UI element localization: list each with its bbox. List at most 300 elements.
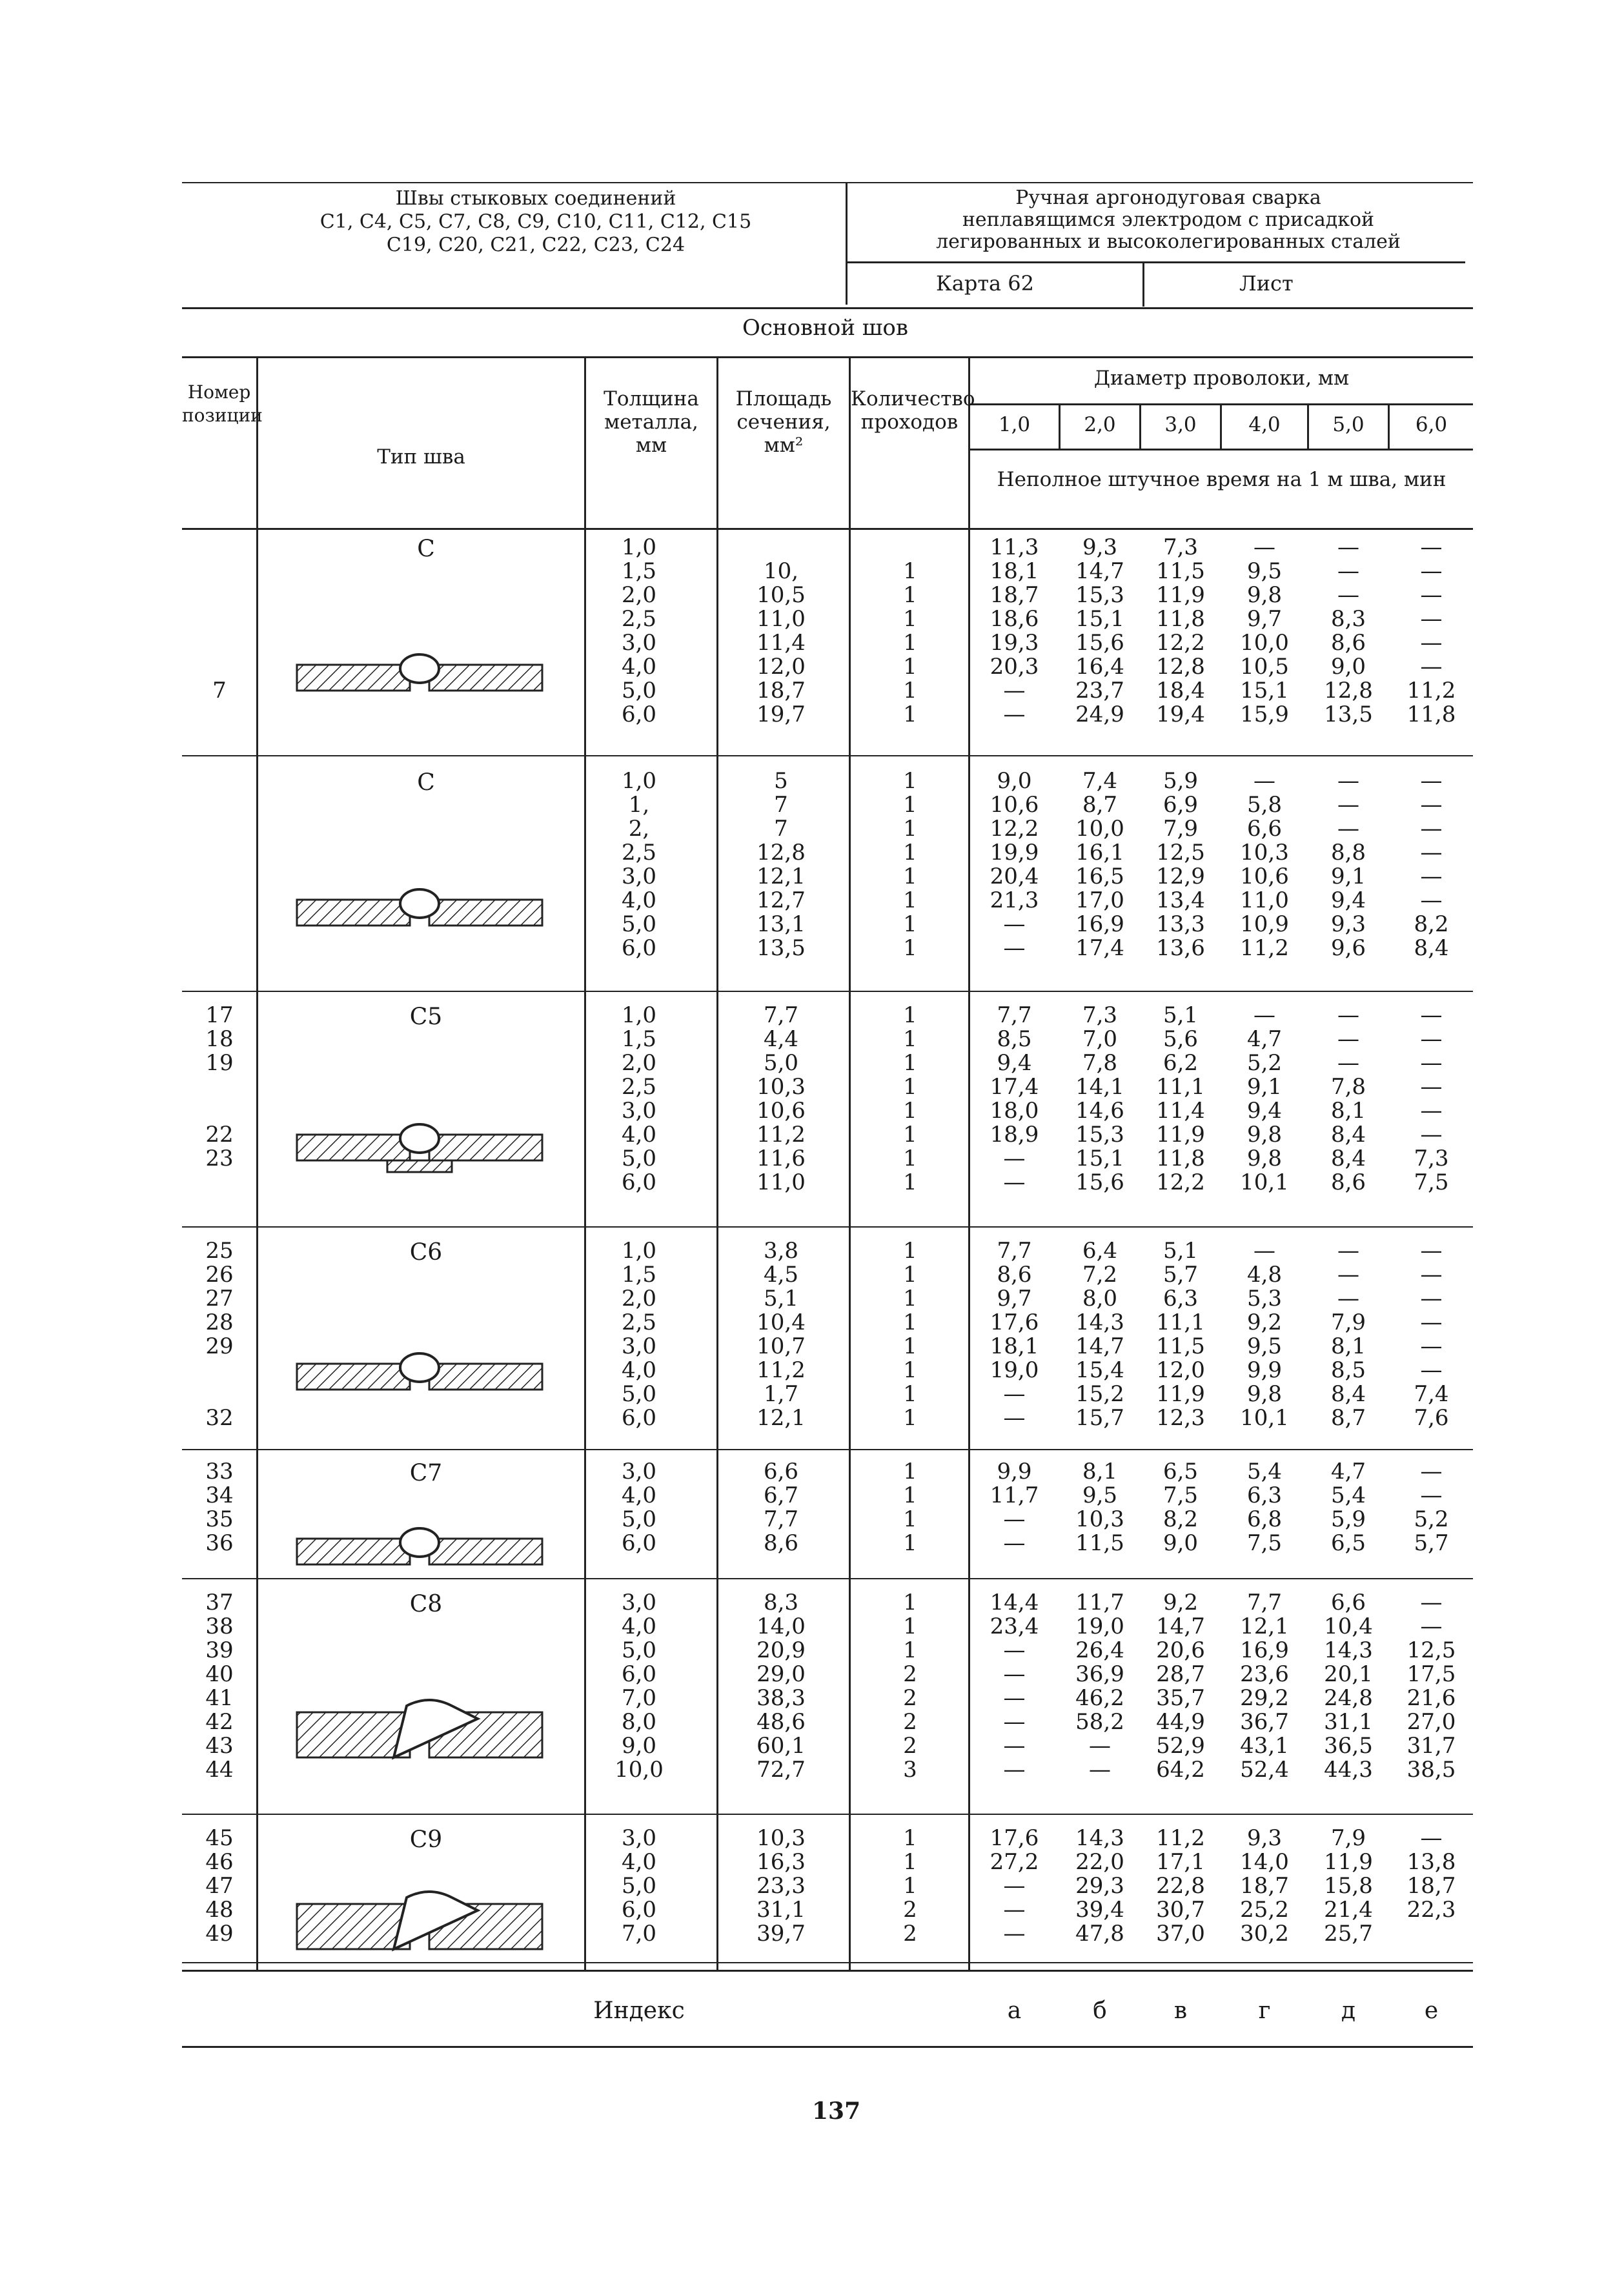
cell-area: 11,2 bbox=[756, 1357, 806, 1383]
cell-e: 9,6 bbox=[1330, 935, 1366, 961]
cell-f: 31,7 bbox=[1406, 1733, 1456, 1759]
cell-f: — bbox=[1420, 606, 1443, 632]
cell-c: 6,2 bbox=[1162, 1050, 1199, 1076]
cell-a: 21,3 bbox=[990, 887, 1039, 913]
cell-area: 23,3 bbox=[756, 1873, 806, 1899]
cell-thick: 3,0 bbox=[621, 864, 657, 889]
cell-thick: 4,0 bbox=[621, 654, 657, 680]
cell-e: — bbox=[1337, 1026, 1359, 1052]
cell-pos: 17 bbox=[205, 1002, 234, 1028]
cell-area: 72,7 bbox=[756, 1757, 806, 1783]
cell-a: 8,5 bbox=[997, 1026, 1032, 1052]
cell-a: 19,9 bbox=[990, 840, 1039, 865]
plate-left bbox=[297, 1364, 410, 1390]
cell-b: — bbox=[1089, 1733, 1111, 1759]
cell-passes: 1 bbox=[903, 1506, 917, 1532]
cell-c: 8,2 bbox=[1162, 1506, 1199, 1532]
header-right-title-3: легированных и высоколегированных сталей bbox=[936, 230, 1401, 253]
cell-c: 6,5 bbox=[1162, 1459, 1199, 1484]
cell-c: 11,9 bbox=[1156, 582, 1205, 608]
cell-passes: 1 bbox=[903, 1873, 917, 1899]
cell-passes: 2 bbox=[903, 1733, 917, 1759]
hdr-diameter: Диаметр проволоки, мм bbox=[1093, 367, 1350, 390]
cell-thick: 5,0 bbox=[621, 1506, 657, 1532]
cell-c: 5,1 bbox=[1162, 1238, 1199, 1264]
cell-d: 9,7 bbox=[1246, 606, 1283, 632]
cell-d: 43,1 bbox=[1240, 1733, 1289, 1759]
cell-passes: 1 bbox=[903, 1483, 917, 1508]
cell-f: — bbox=[1420, 534, 1443, 560]
cell-f: — bbox=[1420, 654, 1443, 680]
cell-thick: 7,0 bbox=[621, 1685, 657, 1711]
cell-d: 7,7 bbox=[1246, 1590, 1283, 1615]
cell-c: 11,5 bbox=[1156, 558, 1205, 584]
cell-thick: 4,0 bbox=[621, 887, 657, 913]
plate-right bbox=[429, 1364, 542, 1390]
cell-d: 9,8 bbox=[1246, 1122, 1283, 1148]
weld-bead bbox=[400, 1528, 439, 1557]
header-right bbox=[878, 187, 1459, 253]
cell-area: 18,7 bbox=[756, 678, 806, 703]
seam-diagram bbox=[284, 867, 555, 958]
cell-thick: 6,0 bbox=[621, 1897, 657, 1923]
cell-passes: 1 bbox=[903, 1002, 917, 1028]
plate-left bbox=[297, 1904, 410, 1949]
cell-f: 27,0 bbox=[1406, 1709, 1456, 1735]
cell-thick: 2,0 bbox=[621, 1286, 657, 1311]
cell-passes: 1 bbox=[903, 1614, 917, 1639]
cell-d: 10,0 bbox=[1240, 630, 1289, 656]
cell-area: 10,4 bbox=[756, 1310, 806, 1335]
cell-e: — bbox=[1337, 1050, 1359, 1076]
cell-a: 18,1 bbox=[990, 558, 1039, 584]
cell-a: 7,7 bbox=[997, 1238, 1032, 1264]
header-top-rule bbox=[182, 182, 1473, 183]
cell-c: 17,1 bbox=[1156, 1849, 1205, 1875]
cell-c: 12,3 bbox=[1156, 1405, 1205, 1431]
cell-passes: 1 bbox=[903, 1098, 917, 1124]
cell-pos: 41 bbox=[205, 1685, 234, 1711]
cell-passes: 1 bbox=[903, 1459, 917, 1484]
cell-area: 48,6 bbox=[756, 1709, 806, 1735]
group-separator bbox=[182, 1449, 1473, 1450]
cell-d: 7,5 bbox=[1246, 1530, 1283, 1556]
cell-b: 15,6 bbox=[1075, 1169, 1124, 1195]
cell-thick: 6,0 bbox=[621, 1169, 657, 1195]
cell-thick: 1,0 bbox=[621, 534, 657, 560]
cell-b: 36,9 bbox=[1075, 1661, 1124, 1687]
cell-area: 11,0 bbox=[756, 606, 806, 632]
cell-b: 24,9 bbox=[1075, 702, 1124, 727]
cell-a: 18,0 bbox=[990, 1098, 1039, 1124]
cell-b: 14,7 bbox=[1075, 558, 1124, 584]
cell-b: — bbox=[1089, 1757, 1111, 1783]
cell-area: 13,1 bbox=[756, 911, 806, 937]
cell-area: 16,3 bbox=[756, 1849, 806, 1875]
cell-c: 6,3 bbox=[1162, 1286, 1199, 1311]
cell-thick: 5,0 bbox=[621, 1873, 657, 1899]
seam-label: С7 bbox=[409, 1460, 443, 1486]
cell-c: 11,9 bbox=[1156, 1381, 1205, 1407]
cell-b: 16,5 bbox=[1075, 864, 1124, 889]
cell-passes: 1 bbox=[903, 678, 917, 703]
cell-d: — bbox=[1254, 1238, 1275, 1264]
cell-area: 12,7 bbox=[756, 887, 806, 913]
cell-a: — bbox=[1003, 1897, 1026, 1923]
cell-passes: 3 bbox=[903, 1757, 917, 1783]
cell-passes: 1 bbox=[903, 1637, 917, 1663]
cell-thick: 6,0 bbox=[621, 1405, 657, 1431]
cell-b: 15,1 bbox=[1075, 1146, 1124, 1171]
cell-c: 11,8 bbox=[1156, 1146, 1205, 1171]
plate-right bbox=[429, 1135, 542, 1160]
cell-pos: 39 bbox=[205, 1637, 234, 1663]
cell-d: 5,8 bbox=[1246, 792, 1283, 818]
plate-left bbox=[297, 900, 410, 926]
cell-f: — bbox=[1420, 1614, 1443, 1639]
cell-f: — bbox=[1420, 840, 1443, 865]
cell-area: 10,7 bbox=[756, 1333, 806, 1359]
cell-a: — bbox=[1003, 1146, 1026, 1171]
col-line-1 bbox=[256, 356, 258, 1970]
cell-c: 20,6 bbox=[1156, 1637, 1205, 1663]
cell-thick: 2,0 bbox=[621, 1050, 657, 1076]
cell-area: 11,4 bbox=[756, 630, 806, 656]
index-letter: в bbox=[1173, 1998, 1188, 2024]
cell-d: 9,4 bbox=[1246, 1098, 1283, 1124]
hdr-position: Номер позиции bbox=[182, 381, 263, 426]
cell-b: 23,7 bbox=[1075, 678, 1124, 703]
cell-e: 12,8 bbox=[1324, 678, 1373, 703]
cell-thick: 1,0 bbox=[621, 768, 657, 794]
cell-pos: 25 bbox=[205, 1238, 234, 1264]
group-separator bbox=[182, 1578, 1473, 1579]
cell-e: 8,6 bbox=[1330, 1169, 1366, 1195]
cell-b: 15,4 bbox=[1075, 1357, 1124, 1383]
group-separator bbox=[182, 1962, 1473, 1963]
cell-f: — bbox=[1420, 1002, 1443, 1028]
cell-c: 11,1 bbox=[1156, 1074, 1205, 1100]
index-letter: б bbox=[1093, 1998, 1107, 2024]
cell-a: 19,3 bbox=[990, 630, 1039, 656]
cell-e: 20,1 bbox=[1324, 1661, 1373, 1687]
cell-b: 7,4 bbox=[1082, 768, 1118, 794]
cell-a: — bbox=[1003, 1757, 1026, 1783]
cell-a: 18,1 bbox=[990, 1333, 1039, 1359]
cell-d: 10,3 bbox=[1240, 840, 1289, 865]
cell-e: 24,8 bbox=[1324, 1685, 1373, 1711]
header-divider bbox=[846, 182, 848, 305]
cell-b: 15,7 bbox=[1075, 1405, 1124, 1431]
cell-a: 8,6 bbox=[997, 1262, 1032, 1288]
cell-thick: 1,5 bbox=[621, 1262, 657, 1288]
cell-d: — bbox=[1254, 768, 1275, 794]
cell-passes: 1 bbox=[903, 1050, 917, 1076]
cell-e: 8,4 bbox=[1330, 1146, 1366, 1171]
backing-strip bbox=[387, 1160, 452, 1172]
cell-a: — bbox=[1003, 1530, 1026, 1556]
cell-f: — bbox=[1420, 1026, 1443, 1052]
cell-c: 18,4 bbox=[1156, 678, 1205, 703]
cell-passes: 1 bbox=[903, 887, 917, 913]
cell-thick: 3,0 bbox=[621, 1459, 657, 1484]
cell-b: 8,1 bbox=[1082, 1459, 1118, 1484]
cell-a: 23,4 bbox=[990, 1614, 1039, 1639]
cell-passes: 1 bbox=[903, 864, 917, 889]
cell-f: 11,2 bbox=[1406, 678, 1456, 703]
cell-d: 9,5 bbox=[1246, 558, 1283, 584]
cell-passes: 1 bbox=[903, 630, 917, 656]
cell-e: 7,8 bbox=[1330, 1074, 1366, 1100]
cell-e: 8,4 bbox=[1330, 1381, 1366, 1407]
cell-e: — bbox=[1337, 1238, 1359, 1264]
cell-c: 12,2 bbox=[1156, 1169, 1205, 1195]
cell-pos: 49 bbox=[205, 1921, 234, 1947]
cell-thick: 1, bbox=[628, 792, 650, 818]
cell-c: 52,9 bbox=[1156, 1733, 1205, 1759]
cell-thick: 6,0 bbox=[621, 1530, 657, 1556]
cell-pos: 36 bbox=[205, 1530, 234, 1556]
cell-c: 5,7 bbox=[1162, 1262, 1199, 1288]
cell-area: 38,3 bbox=[756, 1685, 806, 1711]
cell-d: 9,9 bbox=[1246, 1357, 1283, 1383]
cell-a: — bbox=[1003, 911, 1026, 937]
hdr-time: Неполное штучное время на 1 м шва, мин bbox=[997, 468, 1446, 491]
seam-diagram bbox=[284, 1506, 555, 1597]
cell-passes: 1 bbox=[903, 1074, 917, 1100]
cell-a: 9,7 bbox=[997, 1286, 1032, 1311]
cell-thick: 1,5 bbox=[621, 1026, 657, 1052]
cell-e: 8,6 bbox=[1330, 630, 1366, 656]
cell-a: — bbox=[1003, 1685, 1026, 1711]
cell-c: 7,9 bbox=[1162, 816, 1199, 842]
cell-thick: 1,0 bbox=[621, 1238, 657, 1264]
cell-f: — bbox=[1420, 864, 1443, 889]
diameter-value: 5,0 bbox=[1332, 413, 1365, 436]
cell-area: 10, bbox=[763, 558, 799, 584]
cell-f: — bbox=[1420, 1483, 1443, 1508]
cell-pos: 18 bbox=[205, 1026, 234, 1052]
cell-a: 7,7 bbox=[997, 1002, 1032, 1028]
cell-b: 7,2 bbox=[1082, 1262, 1118, 1288]
hdr-thickness: Толщина металла, мм bbox=[604, 387, 699, 457]
cell-b: 7,8 bbox=[1082, 1050, 1118, 1076]
diam-values-rule bbox=[968, 449, 1473, 450]
cell-pos: 7 bbox=[212, 678, 227, 703]
cell-f: — bbox=[1420, 768, 1443, 794]
cell-b: 7,3 bbox=[1082, 1002, 1118, 1028]
cell-a: 9,9 bbox=[997, 1459, 1032, 1484]
cell-passes: 1 bbox=[903, 1590, 917, 1615]
cell-area: 60,1 bbox=[756, 1733, 806, 1759]
cell-e: — bbox=[1337, 792, 1359, 818]
cell-a: — bbox=[1003, 935, 1026, 961]
index-top-rule bbox=[182, 1970, 1473, 1972]
cell-thick: 9,0 bbox=[621, 1733, 657, 1759]
cell-thick: 7,0 bbox=[621, 1921, 657, 1947]
cell-e: 8,1 bbox=[1330, 1333, 1366, 1359]
cell-b: 14,3 bbox=[1075, 1310, 1124, 1335]
cell-a: 17,6 bbox=[990, 1310, 1039, 1335]
cell-area: 31,1 bbox=[756, 1897, 806, 1923]
diameter-value: 6,0 bbox=[1415, 413, 1448, 436]
cell-e: — bbox=[1337, 582, 1359, 608]
cell-pos: 23 bbox=[205, 1146, 234, 1171]
cell-area: 14,0 bbox=[756, 1614, 806, 1639]
cell-e: 14,3 bbox=[1324, 1637, 1373, 1663]
cell-a: 20,4 bbox=[990, 864, 1039, 889]
cell-c: 7,5 bbox=[1162, 1483, 1199, 1508]
cell-area: 7 bbox=[774, 816, 788, 842]
weld-bead bbox=[400, 654, 439, 683]
cell-b: 46,2 bbox=[1075, 1685, 1124, 1711]
header-card-rule bbox=[846, 261, 1465, 263]
cell-area: 4,5 bbox=[763, 1262, 799, 1288]
cell-passes: 1 bbox=[903, 1262, 917, 1288]
cell-passes: 2 bbox=[903, 1897, 917, 1923]
diameter-value: 4,0 bbox=[1248, 413, 1281, 436]
cell-b: 11,5 bbox=[1075, 1530, 1124, 1556]
cell-passes: 1 bbox=[903, 935, 917, 961]
cell-area: 13,5 bbox=[756, 935, 806, 961]
cell-thick: 5,0 bbox=[621, 911, 657, 937]
cell-d: 10,9 bbox=[1240, 911, 1289, 937]
cell-e: 21,4 bbox=[1324, 1897, 1373, 1923]
cell-thick: 3,0 bbox=[621, 1825, 657, 1851]
cell-e: 44,3 bbox=[1324, 1757, 1373, 1783]
cell-a: — bbox=[1003, 678, 1026, 703]
header-right-title-1: Ручная аргонодуговая сварка bbox=[1015, 187, 1321, 209]
cell-b: 26,4 bbox=[1075, 1637, 1124, 1663]
cell-thick: 1,5 bbox=[621, 558, 657, 584]
index-letter: е bbox=[1424, 1998, 1439, 2024]
cell-f: 38,5 bbox=[1406, 1757, 1456, 1783]
cell-passes: 2 bbox=[903, 1661, 917, 1687]
cell-d: 10,1 bbox=[1240, 1169, 1289, 1195]
cell-e: 6,5 bbox=[1330, 1530, 1366, 1556]
cell-f: — bbox=[1420, 1333, 1443, 1359]
cell-e: 36,5 bbox=[1324, 1733, 1373, 1759]
cell-b: 17,4 bbox=[1075, 935, 1124, 961]
cell-f: 5,7 bbox=[1414, 1530, 1449, 1556]
cell-pos: 28 bbox=[205, 1310, 234, 1335]
cell-thick: 3,0 bbox=[621, 630, 657, 656]
cell-b: 14,1 bbox=[1075, 1074, 1124, 1100]
cell-c: 11,9 bbox=[1156, 1122, 1205, 1148]
cell-thick: 2,5 bbox=[621, 1074, 657, 1100]
cell-pos: 38 bbox=[205, 1614, 234, 1639]
card-label: Карта 62 bbox=[936, 271, 1034, 296]
cell-a: — bbox=[1003, 1405, 1026, 1431]
cell-d: 30,2 bbox=[1240, 1921, 1289, 1947]
cell-a: 14,4 bbox=[990, 1590, 1039, 1615]
cell-c: 12,8 bbox=[1156, 654, 1205, 680]
cell-thick: 8,0 bbox=[621, 1709, 657, 1735]
cell-thick: 6,0 bbox=[621, 935, 657, 961]
cell-pos: 46 bbox=[205, 1849, 234, 1875]
cell-area: 11,2 bbox=[756, 1122, 806, 1148]
hdr-seam-type: Тип шва bbox=[377, 445, 465, 469]
cell-area: 20,9 bbox=[756, 1637, 806, 1663]
cell-c: 11,8 bbox=[1156, 606, 1205, 632]
cell-area: 1,7 bbox=[763, 1381, 799, 1407]
plate-right bbox=[429, 900, 542, 926]
cell-f: — bbox=[1420, 1357, 1443, 1383]
cell-f: — bbox=[1420, 816, 1443, 842]
cell-c: 5,1 bbox=[1162, 1002, 1199, 1028]
cell-e: 8,5 bbox=[1330, 1357, 1366, 1383]
cell-a: 17,6 bbox=[990, 1825, 1039, 1851]
cell-c: 5,9 bbox=[1162, 768, 1199, 794]
cell-d: 23,6 bbox=[1240, 1661, 1289, 1687]
cell-d: 9,1 bbox=[1246, 1074, 1283, 1100]
cell-e: 8,3 bbox=[1330, 606, 1366, 632]
cell-f: 7,6 bbox=[1414, 1405, 1449, 1431]
section-title: Основной шов bbox=[742, 315, 909, 341]
cell-thick: 4,0 bbox=[621, 1357, 657, 1383]
index-letter: а bbox=[1007, 1998, 1022, 2024]
cell-pos: 40 bbox=[205, 1661, 234, 1687]
cell-a: 20,3 bbox=[990, 654, 1039, 680]
cell-b: 14,3 bbox=[1075, 1825, 1124, 1851]
cell-a: 18,7 bbox=[990, 582, 1039, 608]
cell-e: — bbox=[1337, 534, 1359, 560]
cell-a: 9,4 bbox=[997, 1050, 1032, 1076]
cell-a: — bbox=[1003, 1637, 1026, 1663]
cell-pos: 44 bbox=[205, 1757, 234, 1783]
cell-a: 18,9 bbox=[990, 1122, 1039, 1148]
cell-f: — bbox=[1420, 1238, 1443, 1264]
cell-f: — bbox=[1420, 1825, 1443, 1851]
cell-e: 7,9 bbox=[1330, 1825, 1366, 1851]
cell-e: — bbox=[1337, 768, 1359, 794]
cell-c: 11,1 bbox=[1156, 1310, 1205, 1335]
cell-b: 15,3 bbox=[1075, 1122, 1124, 1148]
cell-b: 15,2 bbox=[1075, 1381, 1124, 1407]
cell-thick: 3,0 bbox=[621, 1333, 657, 1359]
cell-a: — bbox=[1003, 1733, 1026, 1759]
cell-a: — bbox=[1003, 702, 1026, 727]
cell-area: 7,7 bbox=[763, 1002, 799, 1028]
cell-thick: 5,0 bbox=[621, 678, 657, 703]
index-letter: г bbox=[1258, 1998, 1271, 2024]
cell-d: 14,0 bbox=[1240, 1849, 1289, 1875]
cell-area: 6,7 bbox=[763, 1483, 799, 1508]
cell-area: 7 bbox=[774, 792, 788, 818]
plate-left bbox=[297, 1135, 410, 1160]
cell-f: — bbox=[1420, 1122, 1443, 1148]
cell-a: — bbox=[1003, 1873, 1026, 1899]
cell-thick: 2,5 bbox=[621, 1310, 657, 1335]
plate-left bbox=[297, 665, 410, 691]
cell-e: 31,1 bbox=[1324, 1709, 1373, 1735]
cell-passes: 1 bbox=[903, 582, 917, 608]
cell-b: 47,8 bbox=[1075, 1921, 1124, 1947]
cell-b: 9,5 bbox=[1082, 1483, 1118, 1508]
weld-bead bbox=[400, 889, 439, 918]
cell-e: 4,7 bbox=[1330, 1459, 1366, 1484]
cell-area: 11,0 bbox=[756, 1169, 806, 1195]
cell-c: 12,9 bbox=[1156, 864, 1205, 889]
cell-area: 12,0 bbox=[756, 654, 806, 680]
cell-b: 16,4 bbox=[1075, 654, 1124, 680]
cell-a: 19,0 bbox=[990, 1357, 1039, 1383]
cell-c: 9,0 bbox=[1162, 1530, 1199, 1556]
cell-thick: 4,0 bbox=[621, 1122, 657, 1148]
cell-d: 9,8 bbox=[1246, 582, 1283, 608]
cell-c: 28,7 bbox=[1156, 1661, 1205, 1687]
cell-f: 7,3 bbox=[1414, 1146, 1449, 1171]
